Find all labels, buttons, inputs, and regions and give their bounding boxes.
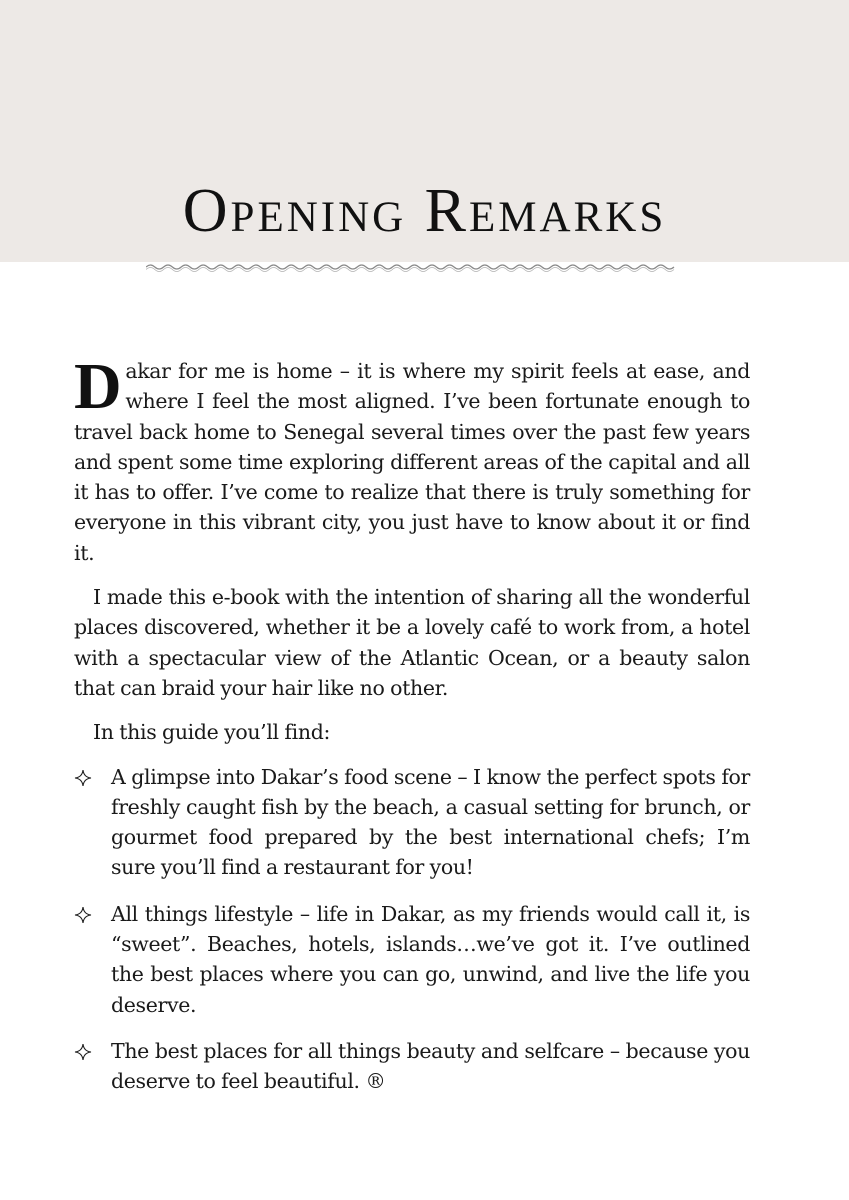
page-title: Opening Remarks [182, 177, 667, 245]
guide-intro-paragraph: In this guide you’ll find: [93, 720, 331, 745]
list-item [74, 899, 750, 1020]
list-item-text: A glimpse into Dakar’s food scene – I know the perfect spots for freshly caught fish by the beach, a casual setting for brunch, or gourmet food prepared by the best international chefs; I’m sure you’ll find a restaurant for you! [111, 764, 750, 880]
list-item [74, 762, 750, 883]
drop-cap: D [74, 350, 122, 423]
intro-text: akar for me is home – it is where my spirit feels at ease, and where I feel the most aligned. I’ve been fortunate enough to travel back home to Senegal several times over the past few years and spent some time exploring different areas of the capital and all it has to offer. I’ve come to realize that there is truly something for everyone in this vibrant city, you just have to know about it or find it. [74, 359, 750, 565]
body-content [74, 350, 750, 1113]
wavy-divider [146, 260, 676, 274]
list-item-text: All things lifestyle – life in Dakar, as my friends would call it, is “sweet”. Beaches, hotels, islands…we’ve got it. I’ve outlined the best places where you can go, unwind, and live the life you deserve. [111, 901, 750, 1017]
four-point-star-icon [74, 906, 92, 924]
list-item [74, 1036, 750, 1097]
list-item-text: The best places for all things beauty and selfcare – because you deserve to feel beautiful. ® [111, 1038, 750, 1094]
four-point-star-icon [74, 769, 92, 787]
purpose-paragraph: I made this e-book with the intention of sharing all the wonderful places discovered, whether it be a lovely café to work from, a hotel with a spectacular view of the Atlantic Ocean, or a beauty salon that can braid your hair like no other. [74, 585, 750, 700]
guide-bullet-list [74, 762, 750, 1097]
intro-paragraph [74, 350, 750, 568]
four-point-star-icon [74, 1043, 92, 1061]
